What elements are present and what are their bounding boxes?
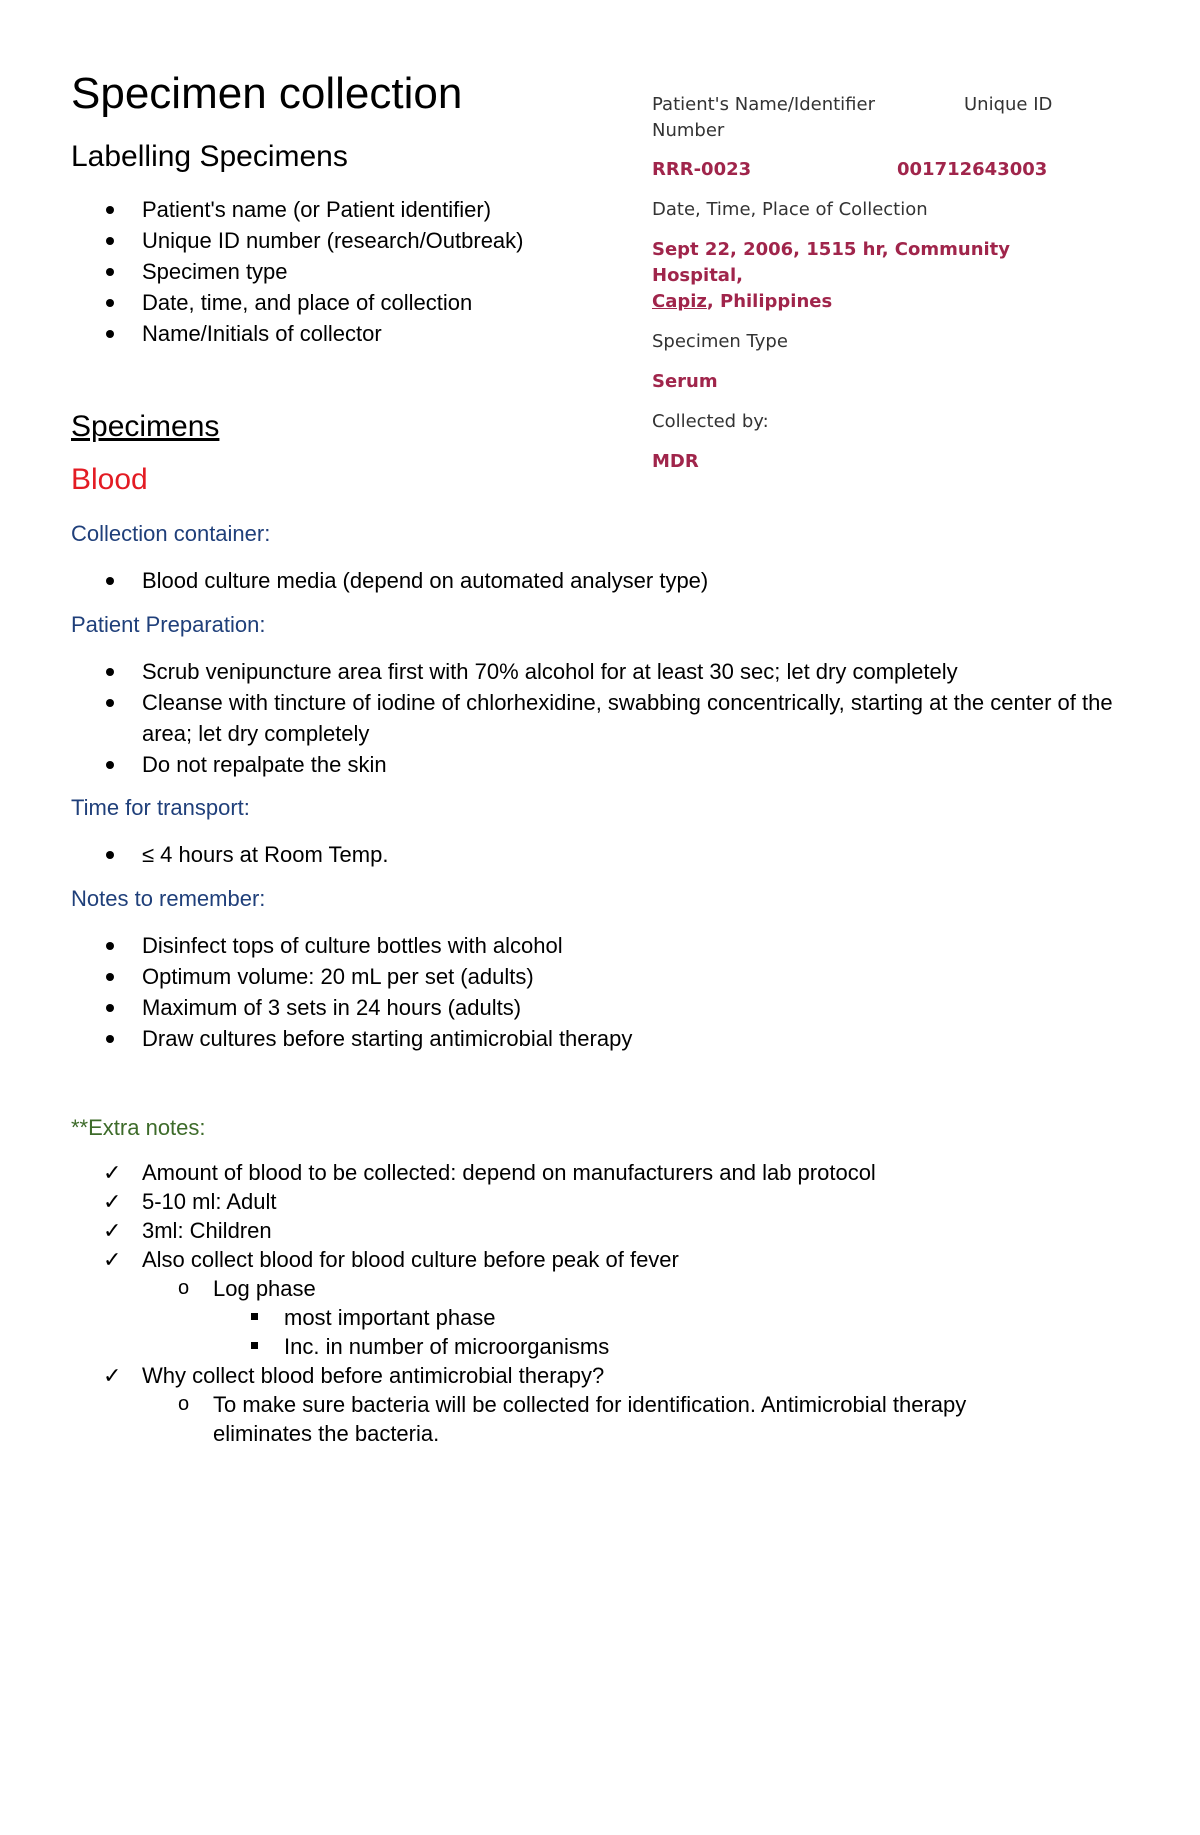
date-label: Date, Time, Place of Collection	[652, 199, 928, 220]
checkmark-icon: ✓	[103, 1189, 122, 1214]
patient-id-value: RRR-0023	[652, 159, 752, 180]
extra-notes-heading: **Extra notes:	[71, 1115, 206, 1140]
label-row-name-header-cont	[652, 118, 1092, 144]
check-item-text: 3ml: Children	[142, 1218, 272, 1243]
circle-bullet-icon: o	[178, 1393, 190, 1415]
square-bullet-icon	[251, 1342, 258, 1349]
square-bullet-icon	[251, 1313, 258, 1320]
name-label: Patient's Name/Identifier	[652, 94, 875, 115]
label-row-collector-value	[652, 449, 1092, 475]
check-item-text: Amount of blood to be collected: depend on manufacturers and lab protocol	[142, 1160, 876, 1185]
list-item: Blood culture media (depend on automated analyser type)	[71, 565, 1151, 596]
label-row-date-label	[652, 197, 1092, 223]
check-item	[71, 1245, 1151, 1274]
uid-label: Unique ID	[964, 94, 1053, 115]
sub-item-text: To make sure bacteria will be collected for identification. Antimicrobial therapy eliminates the bacteria.	[213, 1392, 967, 1446]
patient-preparation-heading: Patient Preparation:	[71, 612, 266, 637]
check-item	[71, 1187, 1151, 1216]
check-item-text: 5-10 ml: Adult	[142, 1189, 277, 1214]
date-value-place: Capiz	[652, 291, 707, 312]
checkmark-icon: ✓	[103, 1160, 122, 1185]
label-row-name-values	[652, 157, 1092, 183]
check-item	[71, 1216, 1151, 1245]
labelling-heading: Labelling Specimens	[71, 140, 348, 173]
unique-id-value: 001712643003	[897, 159, 1048, 180]
subsub-item-text: Inc. in number of microorganisms	[284, 1334, 610, 1359]
list-item: Scrub venipuncture area first with 70% alcohol for at least 30 sec; let dry completely	[71, 656, 1151, 687]
circle-bullet-icon: o	[178, 1277, 190, 1299]
list-item: Disinfect tops of culture bottles with alcohol	[71, 930, 1151, 961]
name-label-cont: Number	[652, 120, 725, 141]
specimen-type-label: Specimen Type	[652, 331, 788, 352]
label-row-date-value-cont	[652, 289, 1092, 315]
list-item: Cleanse with tincture of iodine of chlorhexidine, swabbing concentrically, starting at the center of the area; let dry completely	[71, 687, 1151, 749]
notes-heading: Notes to remember:	[71, 886, 266, 911]
collector-label: Collected by:	[652, 411, 769, 432]
subsub-item-text: most important phase	[284, 1305, 496, 1330]
specimens-heading: Specimens	[71, 410, 220, 443]
checkmark-icon: ✓	[103, 1247, 122, 1272]
labelling-list	[71, 194, 591, 349]
label-row-type-label	[652, 329, 1092, 355]
list-item: ≤ 4 hours at Room Temp.	[71, 839, 1151, 870]
subsub-item	[71, 1303, 1151, 1332]
extra-notes-list	[71, 1158, 1151, 1448]
label-row-collector-label	[652, 409, 1092, 435]
collection-container-list	[71, 565, 1151, 596]
notes-list	[71, 930, 1151, 1054]
checkmark-icon: ✓	[103, 1218, 122, 1243]
specimen-label-sample	[652, 92, 1092, 475]
check-item-text: Why collect blood before antimicrobial therapy?	[142, 1363, 605, 1388]
date-value: Sept 22, 2006, 1515 hr, Community Hospital,	[652, 239, 1011, 286]
date-value-country: , Philippines	[706, 291, 833, 312]
page-title: Specimen collection	[71, 69, 463, 118]
list-item: Date, time, and place of collection	[71, 287, 591, 318]
list-item: Do not repalpate the skin	[71, 749, 1151, 780]
blood-heading: Blood	[71, 463, 148, 496]
list-item: Name/Initials of collector	[71, 318, 591, 349]
check-item	[71, 1361, 1151, 1390]
checkmark-icon: ✓	[103, 1363, 122, 1388]
collection-container-heading: Collection container:	[71, 521, 271, 546]
label-row-name-header	[652, 92, 1092, 118]
subsub-item	[71, 1332, 1151, 1361]
sub-item	[71, 1274, 1151, 1303]
sub-item	[71, 1390, 1151, 1448]
check-item-text: Also collect blood for blood culture before peak of fever	[142, 1247, 679, 1272]
list-item: Specimen type	[71, 256, 591, 287]
label-row-date-value	[652, 237, 1092, 289]
list-item: Unique ID number (research/Outbreak)	[71, 225, 591, 256]
specimen-type-value: Serum	[652, 371, 718, 392]
sub-item-text: Log phase	[213, 1276, 316, 1301]
list-item: Draw cultures before starting antimicrobial therapy	[71, 1023, 1151, 1054]
transport-heading: Time for transport:	[71, 795, 250, 820]
collector-value: MDR	[652, 451, 699, 472]
patient-preparation-list	[71, 656, 1151, 780]
list-item: Patient's name (or Patient identifier)	[71, 194, 591, 225]
label-row-type-value	[652, 369, 1092, 395]
list-item: Maximum of 3 sets in 24 hours (adults)	[71, 992, 1151, 1023]
transport-list	[71, 839, 1151, 870]
check-item	[71, 1158, 1151, 1187]
list-item: Optimum volume: 20 mL per set (adults)	[71, 961, 1151, 992]
